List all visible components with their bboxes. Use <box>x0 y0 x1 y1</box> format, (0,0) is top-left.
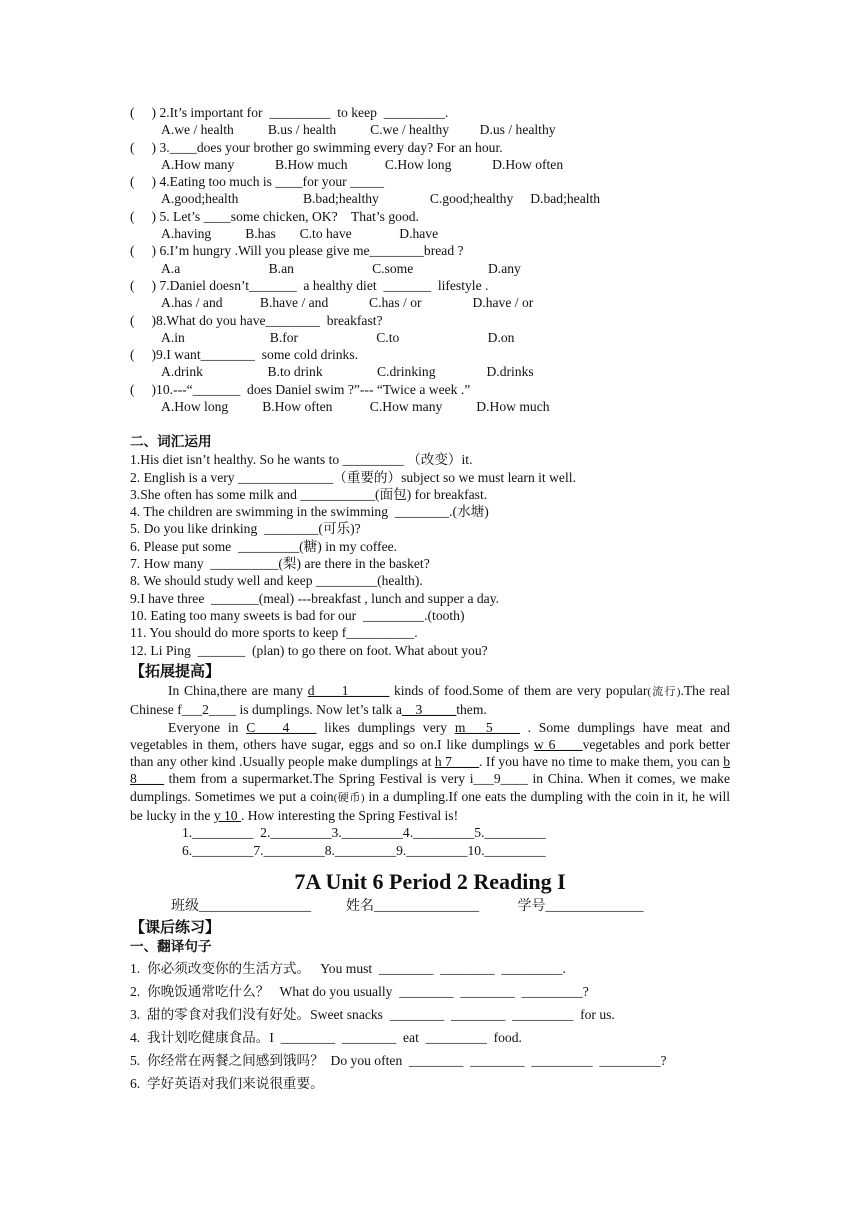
question-10-options: A.How long B.How often C.How many D.How much <box>161 399 550 415</box>
vocab-item: 11. You should do more sports to keep f__________. <box>130 625 418 641</box>
question-6: ( ) 6.I’m hungry .Will you please give me________bread ? <box>130 243 464 259</box>
vocab-item: 8. We should study well and keep _________(health). <box>130 573 423 589</box>
question-10: ( )10.---“_______ does Daniel swim ?”--- “Twice a week .” <box>130 381 471 397</box>
vocab-item: 10. Eating too many sweets is bad for our _________.(tooth) <box>130 607 465 623</box>
vocab-item: 9.I have three _______(meal) ---breakfast , lunch and supper a day. <box>130 590 500 606</box>
homework-section <box>130 917 730 1095</box>
blank-7: h 7____ <box>434 754 480 770</box>
translation-subheading: 一、翻译句子 <box>130 939 212 955</box>
passage-text: In China,there are many <box>168 683 308 698</box>
passage-paragraph-2 <box>130 719 730 825</box>
question-9: ( )9.I want________ some cold drinks. <box>130 347 359 363</box>
vocabulary-heading: 二、词汇运用 <box>130 434 212 450</box>
passage-paragraph-1 <box>130 682 730 719</box>
blank-1: d____1______ <box>307 683 390 698</box>
passage-text: . Some dumplings have meat and vegetables in them, others have sugar, eggs and so on.I like dumplings <box>130 719 730 752</box>
extension-section <box>130 660 730 859</box>
question-5-options: A.having B.has C.to have D.have <box>161 226 439 242</box>
question-5: ( ) 5. Let’s ____some chicken, OK? That’s good. <box>130 208 419 224</box>
vocab-item: 4. The children are swimming in the swimming ________.(水塘) <box>130 504 489 520</box>
vocab-item: 2. English is a very ______________（重要的）subject so we must learn it well. <box>130 469 576 485</box>
vocabulary-section <box>130 434 730 659</box>
question-4: ( ) 4.Eating too much is ____for your _____ <box>130 174 385 190</box>
passage-text: .The real Chinese f___2____ is dumplings. Now let’s talk a <box>130 683 731 718</box>
question-7: ( ) 7.Daniel doesn’t_______ a healthy diet _______ lifestyle . <box>130 277 489 293</box>
blank-3: __3_____ <box>401 702 457 718</box>
question-3: ( ) 3.____does your brother go swimming every day? For an hour. <box>130 139 503 155</box>
passage-text: likes dumplings very <box>316 719 455 735</box>
answer-line-1: 1._________ 2._________3._________4._________5._________ <box>182 825 546 841</box>
vocab-item: 7. How many __________(梨) are there in the basket? <box>130 556 430 572</box>
translation-item: 3. 甜的零食对我们没有好处。Sweet snacks ________ ________ _________ for us. <box>130 1007 615 1022</box>
passage-text: . How interesting the Spring Festival is! <box>241 808 459 824</box>
gloss-note: (硬币) <box>333 791 365 804</box>
translation-item: 2. 你晚饭通常吃什么？ What do you usually ________ ________ _________? <box>130 984 589 999</box>
passage-text: Everyone in <box>168 719 247 735</box>
vocab-item: 6. Please put some _________(糖) in my coffee. <box>130 538 398 554</box>
question-2: ( ) 2.It’s important for _________ to keep _________. <box>130 105 449 120</box>
blank-10: y 10 <box>213 808 241 824</box>
blank-8: b 8____ <box>130 754 730 787</box>
passage-text: kinds of food.Some of them are very popular <box>389 683 648 698</box>
student-info-line: 班级________________ 姓名_______________ 学号______________ <box>171 899 644 914</box>
translation-item: 6. 学好英语对我们来说很重要。 <box>130 1076 324 1091</box>
extension-heading: 【拓展提高】 <box>130 662 221 680</box>
passage-text: them. <box>456 702 487 718</box>
question-9-options: A.drink B.to drink C.drinking D.drinks <box>161 364 534 380</box>
blank-5: m___5____ <box>454 719 520 735</box>
translation-item: 1. 你必须改变你的生活方式。 You must ________ ________ _________. <box>130 961 566 976</box>
homework-heading: 【课后练习】 <box>130 918 221 936</box>
passage-text: . If you have no time to make them, you can <box>479 754 724 770</box>
question-8-options: A.in B.for C.to D.on <box>161 329 515 345</box>
gloss-note: (流行) <box>647 686 681 698</box>
question-8: ( )8.What do you have________ breakfast? <box>130 312 383 328</box>
blank-6: w 6____ <box>533 736 583 752</box>
vocab-item: 1.His diet isn’t healthy. So he wants to _________ （改变）it. <box>130 452 473 468</box>
page-title: 7A Unit 6 Period 2 Reading I <box>294 869 566 894</box>
vocab-item: 12. Li Ping _______ (plan) to go there on foot. What about you? <box>130 642 488 658</box>
passage-text: them from a supermarket.The Spring Festival is very i___9____ in China. When it comes, we make dumplings. Sometimes we put a coin <box>130 771 730 804</box>
translation-list <box>130 957 730 1095</box>
passage-text: vegetables and pork better than any other kind .Usually people make dumplings at <box>130 736 731 770</box>
translation-item: 4. 我计划吃健康食品。I ________ ________ eat _________ food. <box>130 1030 522 1045</box>
blank-4: C____4____ <box>246 719 317 735</box>
translation-item: 5. 你经常在两餐之间感到饿吗？ Do you often ________ ________ _________ _________? <box>130 1053 667 1068</box>
question-3-options: A.How many B.How much C.How long D.How often <box>161 156 564 172</box>
multiple-choice-section <box>130 104 730 415</box>
question-7-options: A.has / and B.have / and C.has / or D.have / or <box>161 295 534 311</box>
question-4-options: A.good;health B.bad;healthy C.good;healthy D.bad;health <box>161 191 601 207</box>
answer-line-2: 6._________7._________8._________9._________10._________ <box>182 842 546 858</box>
passage-text: in a dumpling.If one eats the dumpling with the coin in it, he will be lucky in the <box>130 788 730 824</box>
question-6-options: A.a B.an C.some D.any <box>161 260 521 276</box>
question-2-options: A.we / health B.us / health C.we / healthy D.us / healthy <box>161 122 556 138</box>
vocab-item: 5. Do you like drinking ________(可乐)? <box>130 521 361 537</box>
vocab-item: 3.She often has some milk and ___________(面包) for breakfast. <box>130 486 488 502</box>
